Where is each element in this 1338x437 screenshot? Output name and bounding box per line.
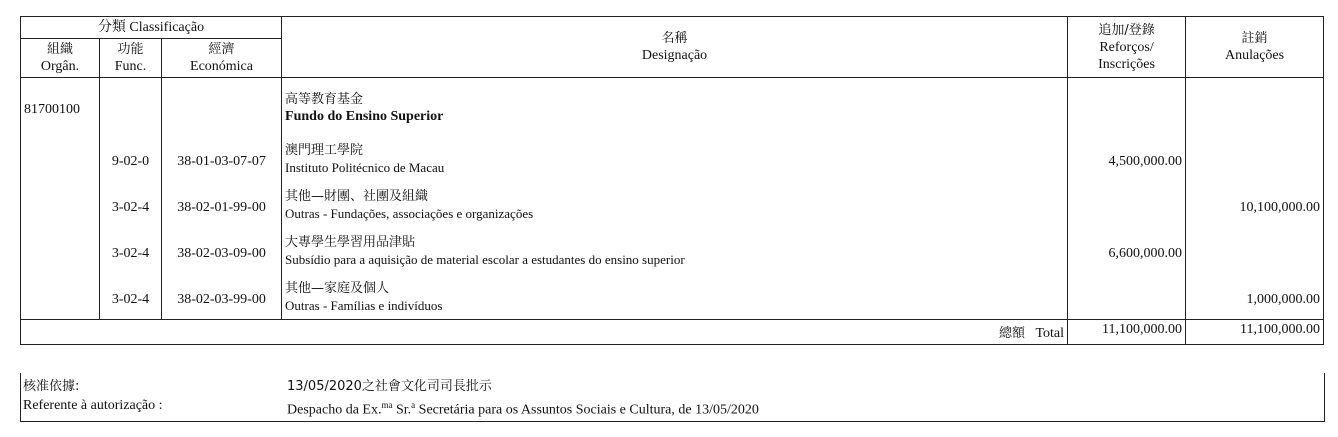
reinforce-header-pt2: Inscrições: [1098, 56, 1155, 72]
econ-header-cjk: 經濟: [208, 42, 235, 57]
cancel-header-cjk: 註銷: [1241, 31, 1268, 46]
organ-header-pt: Orgân.: [40, 59, 80, 74]
organ-name-cjk: 高等教育基金: [285, 92, 364, 107]
table-row: [21, 278, 1324, 320]
organ-header: [21, 39, 100, 78]
table-row: [21, 186, 1324, 232]
designation-header-cjk: 名稱: [661, 31, 688, 46]
cancel-value: [1186, 140, 1324, 186]
total-row: [21, 320, 1324, 345]
reinforce-header-pt1: Reforços/: [1099, 39, 1154, 55]
row-name-cjk: 大專學生學習用品津貼: [285, 234, 416, 250]
row-name-cjk: 其他—家庭及個人: [285, 280, 390, 296]
reinforce-header: [1068, 17, 1186, 78]
authorization-label: [23, 377, 163, 415]
reinforce-value: 6,600,000.00: [1068, 232, 1186, 278]
row-name-cjk: 其他—財團、社團及組織: [285, 188, 429, 204]
func-code: 3-02-4: [100, 232, 162, 278]
cancel-value: [1186, 232, 1324, 278]
table-row: [21, 140, 1324, 186]
organ-code-cell: [21, 78, 100, 140]
func-code: 3-02-4: [100, 278, 162, 320]
row-designation: [282, 232, 1068, 278]
designation-header-pt: Designação: [641, 48, 708, 63]
total-cancel: 11,100,000.00: [1186, 320, 1324, 345]
authorization-label-pt: Referente à autorização :: [23, 398, 163, 413]
econ-header-pt: Económica: [190, 59, 253, 74]
authorization-box: [20, 373, 1325, 422]
econ-code: 38-02-03-99-00: [162, 278, 282, 320]
cancel-value: 10,100,000.00: [1186, 186, 1324, 232]
total-label-cjk: 總額: [998, 326, 1025, 341]
reinforce-header-cjk: 追加/登錄: [1098, 22, 1155, 38]
reinforce-value: [1068, 186, 1186, 232]
func-header-cjk: 功能: [117, 42, 144, 57]
row-name-pt: Instituto Politécnico de Macau: [285, 159, 445, 175]
reinforce-value: 4,500,000.00: [1068, 140, 1186, 186]
econ-header: [162, 39, 282, 78]
row-name-pt: Subsídio para a aquisição de material escolar a estudantes do ensino superior: [285, 251, 685, 267]
budget-table: [20, 16, 1324, 345]
econ-code: 38-02-03-09-00: [162, 232, 282, 278]
row-designation: [282, 140, 1068, 186]
designation-header: [282, 17, 1068, 78]
authorization-text: [287, 377, 759, 420]
row-name-pt: Outras - Famílias e indivíduos: [285, 297, 443, 313]
func-header-pt: Func.: [114, 59, 147, 74]
authorization-label-cjk: 核准依據:: [23, 379, 80, 394]
cancel-header: [1186, 17, 1324, 78]
row-designation: [282, 186, 1068, 232]
organ-code: 81700100: [24, 102, 80, 117]
econ-code: 38-01-03-07-07: [162, 140, 282, 186]
authorization-text-cjk: 13/05/2020之社會文化司司長批示: [287, 379, 492, 394]
organ-designation-cell: [282, 78, 1068, 140]
classification-header: 分類 Classificação: [21, 17, 282, 39]
total-label-pt: Total: [1035, 326, 1065, 341]
total-reinforce: 11,100,000.00: [1068, 320, 1186, 345]
total-label: [21, 320, 1068, 345]
func-header: [100, 39, 162, 78]
econ-code: 38-02-01-99-00: [162, 186, 282, 232]
cancel-header-pt: Anulações: [1224, 48, 1285, 63]
organ-header-cjk: 組織: [46, 42, 73, 57]
row-designation: [282, 278, 1068, 320]
budget-document: [20, 16, 1323, 345]
reinforce-value: [1068, 278, 1186, 320]
organ-name-pt: Fundo do Ensino Superior: [285, 109, 444, 124]
func-code: 9-02-0: [100, 140, 162, 186]
cancel-value: 1,000,000.00: [1186, 278, 1324, 320]
func-code: 3-02-4: [100, 186, 162, 232]
row-name-cjk: 澳門理工學院: [285, 142, 364, 158]
table-row: [21, 232, 1324, 278]
organ-row: [21, 78, 1324, 140]
authorization-text-pt: Despacho da Ex.$^{ma}$ Sr.$^a$ Secretária para os Assuntos Sociais e Cultura, de 13/05/2020: [287, 400, 759, 418]
row-name-pt: Outras - Fundações, associações e organizações: [285, 205, 534, 221]
